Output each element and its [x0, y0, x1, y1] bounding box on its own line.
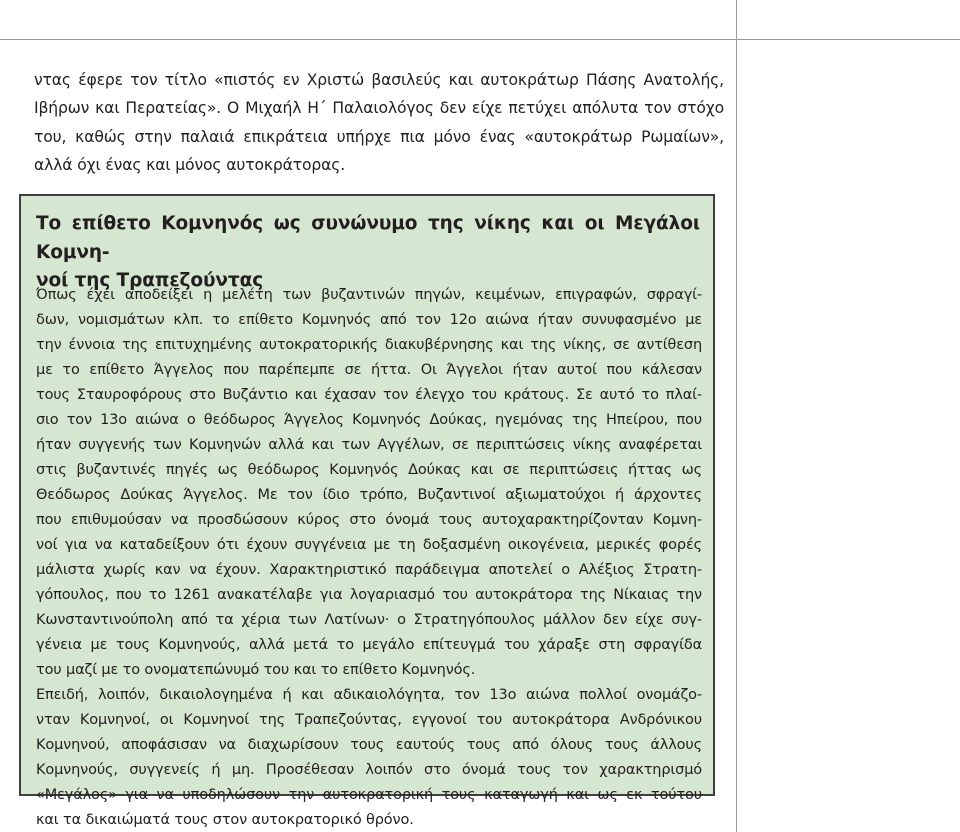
box-body-line: μάλιστα χωρίς καν να έχουν. Χαρακτηριστικό παράδειγμα αποτελεί ο Αλέξιος Στρατη-: [36, 562, 702, 578]
box-body-line: την έννοια της επιτυχημένης αυτοκρατορικής διακυβέρνησης και της νίκης, σε αντίθεση: [36, 337, 702, 353]
box-body-line: που επιθυμούσαν να προσδώσουν κύρος στο όνομά τους αυτοχαρακτηρίζονταν Κομνη-: [36, 512, 702, 528]
box-body-line: γόπουλος, που το 1261 ανακατέλαβε για λογαριασμό του αυτοκράτορα της Νίκαιας την: [36, 587, 702, 603]
box-body-line: Επειδή, λοιπόν, δικαιολογημένα ή και αδικαιολόγητα, τον 13ο αιώνα πολλοί ονομάζο-: [36, 687, 702, 703]
intro-line: αλλά όχι ένας και μόνος αυτοκράτορας.: [34, 156, 346, 175]
margin-rule: [736, 0, 737, 832]
intro-line: του, καθώς στην παλαιά επικράτεια υπήρχε πια μόνο ένας «αυτοκράτωρ Ρωμαίων»,: [34, 127, 724, 146]
box-title-line: Το επίθετο Κομνηνός ως συνώνυμο της νίκης και οι Μεγάλοι Κομνη-: [36, 213, 700, 263]
box-body: [36, 283, 702, 832]
box-body-line: τους Σταυροφόρους στο Βυζάντιο και έχασαν τον έλεγχο του κράτους. Σε αυτό το πλαί-: [36, 387, 702, 403]
intro-line: ντας έφερε τον τίτλο «πιστός εν Χριστώ βασιλεύς και αυτοκράτωρ Πάσης Ανατολής,: [34, 71, 724, 89]
box-body-line: «Μεγάλος» για να υποδηλώσουν την αυτοκρατορική τους καταγωγή και ως εκ τούτου: [36, 787, 702, 803]
page-header-rule: [0, 39, 960, 40]
intro-paragraph: [34, 66, 724, 180]
box-body-line: και τα δικαιώματά τους στον αυτοκρατορικό θρόνο.: [36, 812, 414, 828]
box-body-line: νταν Κομνηνοί, οι Κομνηνοί της Τραπεζούντας, εγγονοί του αυτοκράτορα Ανδρόνικου: [36, 712, 702, 728]
box-body-line: Κομνηνούς, συγγενείς ή μη. Προσέθεσαν λοιπόν στο όνομά τους τον χαρακτηρισμό: [36, 762, 702, 778]
intro-line: Ιβήρων και Περατείας». Ο Μιχαήλ Η΄ Παλαιολόγος δεν είχε πετύχει απόλυτα τον στόχο: [34, 99, 724, 118]
box-body-line: Κομνηνού, αποφάσισαν να διαχωρίσουν τους εαυτούς τους από όλους τους άλλους: [36, 737, 702, 753]
box-body-line: Κωνσταντινούπολη από τα χέρια των Λατίνων· ο Στρατηγόπουλος μάλλον δεν είχε συγ-: [36, 612, 702, 628]
box-body-line: γένεια με τους Κομνηνούς, αλλά μετά το μεγάλο επίτευγμά του χάραξε στη σφραγίδα: [36, 637, 702, 653]
box-body-line: σιο τον 13ο αιώνα ο θεόδωρος Άγγελος Κομνηνός Δούκας, ηγεμόνας της Ηπείρου, που: [36, 412, 702, 428]
box-body-line: δων, νομισμάτων κλπ. το επίθετο Κομνηνός από τον 12ο αιώνα ήταν συνυφασμένο με: [36, 312, 702, 328]
box-body-line: νοί για να καταδείξουν ότι έχουν συγγένεια με τη δοξασμένη οικογένεια, μερικές φορές: [36, 537, 702, 553]
sidebar-box: [19, 194, 715, 828]
box-body-line: ήταν συγγενής των Κομνηνών αλλά και των Αγγέλων, σε περιπτώσεις νίκης αναφέρεται: [36, 437, 702, 453]
box-body-line: του μαζί με το ονοματεπώνυμό του και το επίθετο Κομνηνός.: [36, 662, 476, 678]
box-body-line: στις βυζαντινές πηγές ως θεόδωρος Κομνηνός Δούκας και σε περιπτώσεις ήττας ως: [36, 462, 702, 478]
box-body-line: με το επίθετο Άγγελος που παρέπεμπε σε ήττα. Οι Άγγελοι ήταν αυτοί που κάλεσαν: [36, 362, 702, 378]
box-body-line: Όπως έχει αποδείξει η μελέτη των βυζαντινών πηγών, κειμένων, επιγραφών, σφραγί-: [36, 287, 702, 303]
box-body-line: Θεόδωρος Δούκας Άγγελος. Με τον ίδιο τρόπο, Βυζαντινοί αξιωματούχοι ή άρχοντες: [36, 487, 702, 503]
box-title-line: νοί της Τραπεζούντας: [36, 270, 264, 291]
